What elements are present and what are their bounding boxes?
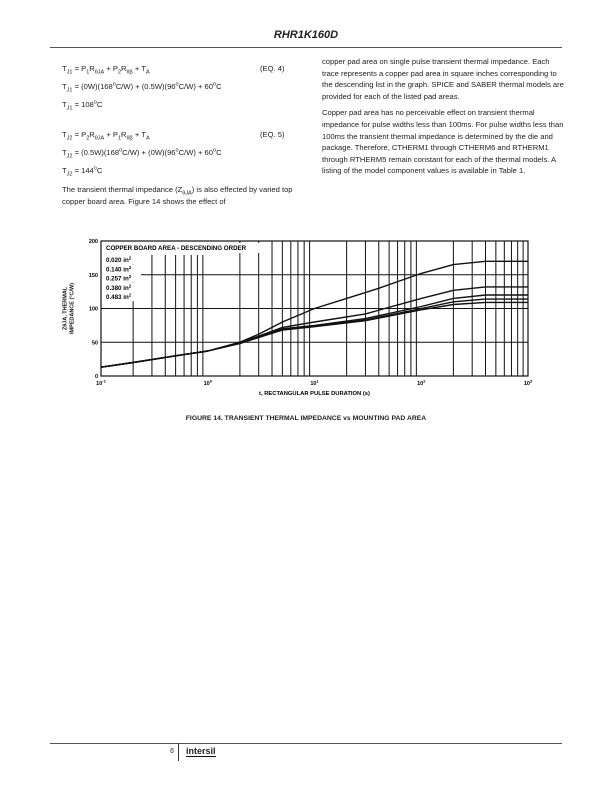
y-axis-label: ZθJA, THERMAL IMPEDANCE (°C/W) (62, 282, 76, 335)
supscript-text: o (93, 99, 97, 106)
subscript-text: 1 (86, 69, 90, 76)
text-segment: T (62, 130, 67, 139)
equation-eq4-line1 (62, 64, 150, 76)
y-tick-label: 150 (88, 272, 98, 279)
legend-item (106, 274, 132, 283)
supscript-text: o (112, 81, 116, 88)
subscript-text: J2 (66, 171, 73, 178)
intersil-logo: intersil (186, 746, 216, 756)
text-segment: + P (104, 64, 118, 73)
y-tick-label: 50 (91, 340, 98, 347)
text-segment: C (96, 100, 103, 109)
x-axis-label: t, RECTANGULAR PULSE DURATION (s) (259, 391, 370, 397)
subscript-text: J2 (66, 135, 73, 142)
page-number: 6 (170, 748, 174, 755)
paragraph-pad-area: copper pad area on single pulse transient thermal impedance. Each trace represents a copper pad area in square inches corresponding to the descending list in the graph. SPICE and SABER thermal models are provided for each of the listed pad areas. (322, 57, 564, 101)
footer-rule (50, 743, 562, 744)
x-tick-base: 10 (417, 381, 424, 387)
text-segment: C/W) + (0.5W)(96 (115, 82, 176, 91)
legend-title: COPPER BOARD AREA - DESCENDING ORDER (106, 245, 247, 252)
supscript-text: o (213, 81, 217, 88)
subscript-text: J1 (66, 105, 73, 112)
legend-item (106, 256, 132, 265)
text-segment: R (89, 130, 95, 139)
text-segment: = (0.5W)(168 (72, 148, 120, 157)
legend-value: 0.140 (106, 266, 122, 274)
text-segment: = P (72, 64, 87, 73)
legend-unit: in (123, 266, 129, 274)
x-tick-exponent: 2 (423, 378, 426, 384)
text-segment: R (89, 64, 95, 73)
text-segment: = P (72, 130, 87, 139)
text-segment: + P (104, 130, 118, 139)
legend-unit: in (123, 294, 129, 302)
equation-eq5-result (62, 165, 103, 178)
supscript-text: o (93, 165, 97, 172)
right-column (322, 56, 564, 177)
footer-divider (178, 743, 179, 761)
equation-eq5-line1 (62, 130, 150, 142)
supscript-text: o (119, 147, 123, 154)
subscript-text: θβ (126, 135, 133, 142)
subscript-text: J1 (66, 69, 73, 76)
text-segment: T (62, 166, 67, 175)
text-segment: T (62, 100, 67, 109)
text-segment: T (62, 82, 67, 91)
legend-value: 0.257 (106, 275, 122, 283)
subscript-text: A (146, 69, 150, 76)
supscript-text: o (175, 147, 179, 154)
document-title: RHR1K160D (273, 29, 339, 41)
x-tick-exponent: -1 (102, 378, 106, 384)
text-segment: C/W) + 60 (178, 148, 213, 157)
text-segment: C/W) + (0W)(96 (122, 148, 176, 157)
legend-unit-exponent: 2 (128, 255, 132, 261)
text-segment: T (62, 64, 67, 73)
legend-item (106, 265, 132, 274)
x-tick-label (204, 379, 213, 388)
x-tick-exponent: 0 (209, 378, 212, 384)
y-tick-label: 200 (88, 239, 98, 245)
text-segment: R (121, 130, 127, 139)
subscript-text: 2 (86, 135, 90, 142)
subscript-text: θβ (126, 69, 133, 76)
subscript-text: 1 (117, 135, 122, 142)
legend-unit: in (123, 275, 129, 283)
subscript-text: A (146, 135, 150, 142)
subscript-text: θJA (94, 69, 105, 76)
text-segment: + T (132, 64, 147, 73)
equation-eq4-result (62, 99, 103, 112)
subscript-text: 2 (117, 69, 122, 76)
header-rule (50, 47, 562, 48)
text-segment: R (121, 64, 127, 73)
text-segment: The transient thermal impedance (Z (62, 185, 183, 194)
x-tick-label (417, 379, 426, 388)
legend-unit: in (123, 284, 129, 292)
x-tick-exponent: 3 (529, 378, 533, 384)
equation-number: (EQ. 5) (260, 130, 285, 139)
x-tick-base: 10 (523, 381, 530, 387)
paragraph-transient-impedance (62, 184, 302, 207)
transient-impedance-chart (0, 230, 612, 410)
legend-unit: in (123, 257, 129, 264)
text-segment: + T (132, 130, 147, 139)
text-segment: C/W) + 60 (178, 82, 213, 91)
text-segment: C (216, 82, 222, 91)
x-tick-label (524, 379, 533, 388)
legend-item (106, 293, 132, 302)
legend-unit-exponent: 2 (128, 274, 132, 280)
subscript-text: J2 (66, 153, 73, 160)
text-segment: T (62, 148, 67, 157)
x-tick-base: 10 (203, 381, 210, 387)
text-segment: = (0W)(168 (72, 82, 113, 91)
subscript-text: J1 (66, 87, 73, 94)
legend-item (106, 283, 132, 292)
equation-number: (EQ. 4) (260, 64, 285, 73)
legend-unit-exponent: 2 (128, 283, 132, 289)
equation-eq4-line2 (62, 81, 222, 94)
legend-unit-exponent: 2 (128, 292, 132, 298)
y-tick-label: 100 (88, 306, 98, 313)
text-segment: = 108 (72, 100, 94, 109)
subscript-text: θJA (94, 135, 105, 142)
subscript-text: θJA (182, 190, 192, 197)
y-tick-label: 0 (94, 374, 98, 380)
legend-value: 0.380 (106, 284, 122, 292)
legend-value: 0.020 (106, 257, 122, 264)
x-tick-exponent: 1 (316, 378, 319, 384)
text-segment: ) is also effected by varied top copper board area. Figure 14 shows the effect of (62, 185, 293, 206)
text-segment: = 144 (72, 166, 94, 175)
x-tick-label (310, 379, 319, 388)
paragraph-no-effect: Copper pad area has no perceivable effect on transient thermal impedance for pulse widths less than 100ms. For pulse widths less than 100ms the transient thermal impedance is determined by the die and package. Therefore, CTHERM1 through CTHERM6 and RTHERM1 through RTHERM5 remain constant for each of the thermal models. A listing of the model component values is available in Table 1. (322, 108, 564, 176)
legend-unit-exponent: 2 (128, 264, 132, 270)
figure-caption: FIGURE 14. TRANSIENT THERMAL IMPEDANCE vs MOUNTING PAD AREA (185, 415, 427, 422)
text-segment: C (216, 148, 222, 157)
supscript-text: o (213, 147, 217, 154)
supscript-text: o (175, 81, 179, 88)
equation-eq5-line2 (62, 147, 222, 160)
x-tick-base: 10 (96, 381, 103, 387)
legend-value: 0.483 (106, 294, 122, 302)
x-tick-base: 10 (310, 381, 317, 387)
text-segment: C (96, 166, 103, 175)
